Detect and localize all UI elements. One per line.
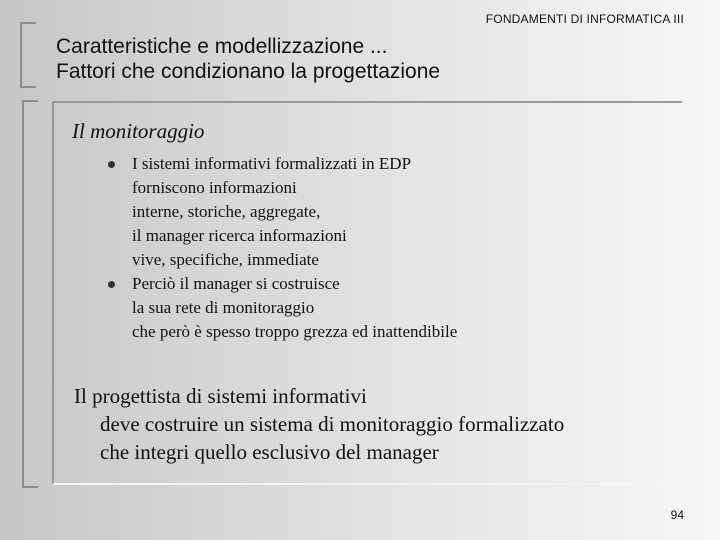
- course-name: FONDAMENTI DI INFORMATICA III: [485, 12, 684, 26]
- bullet-item: [108, 272, 457, 344]
- conclusion-line: che integri quello esclusivo del manager: [100, 440, 439, 464]
- conclusion-line: deve costruire un sistema di monitoraggio formalizzato: [100, 412, 565, 436]
- slide-title: [56, 34, 440, 84]
- content-decoration-bar: [22, 100, 38, 488]
- section-heading: Il monitoraggio: [72, 119, 205, 143]
- bullet-line: la sua rete di monitoraggio: [132, 298, 315, 317]
- bullet-line: vive, specifiche, immediate: [132, 250, 319, 269]
- bullet-dot-icon: [108, 281, 115, 288]
- bullet-line: forniscono informazioni: [132, 178, 297, 197]
- title-decoration-bar: [20, 22, 36, 88]
- bullet-item: [108, 152, 457, 272]
- slide-title-line: Caratteristiche e modellizzazione ...: [56, 35, 388, 58]
- bullet-dot-icon: [108, 161, 115, 168]
- bullet-line: il manager ricerca informazioni: [132, 226, 347, 245]
- bullet-line: interne, storiche, aggregate,: [132, 202, 321, 221]
- bullet-list: [108, 152, 457, 344]
- bullet-line: Perciò il manager si costruisce: [132, 274, 340, 293]
- bullet-line: che però è spesso troppo grezza ed inattendibile: [132, 322, 458, 341]
- slide-title-line: Fattori che condizionano la progettazione: [56, 60, 441, 83]
- conclusion-line: Il progettista di sistemi informativi: [74, 384, 367, 408]
- bullet-line: I sistemi informativi formalizzati in EDP: [132, 154, 412, 173]
- conclusion-paragraph: [74, 382, 564, 466]
- page-number: 94: [670, 508, 684, 522]
